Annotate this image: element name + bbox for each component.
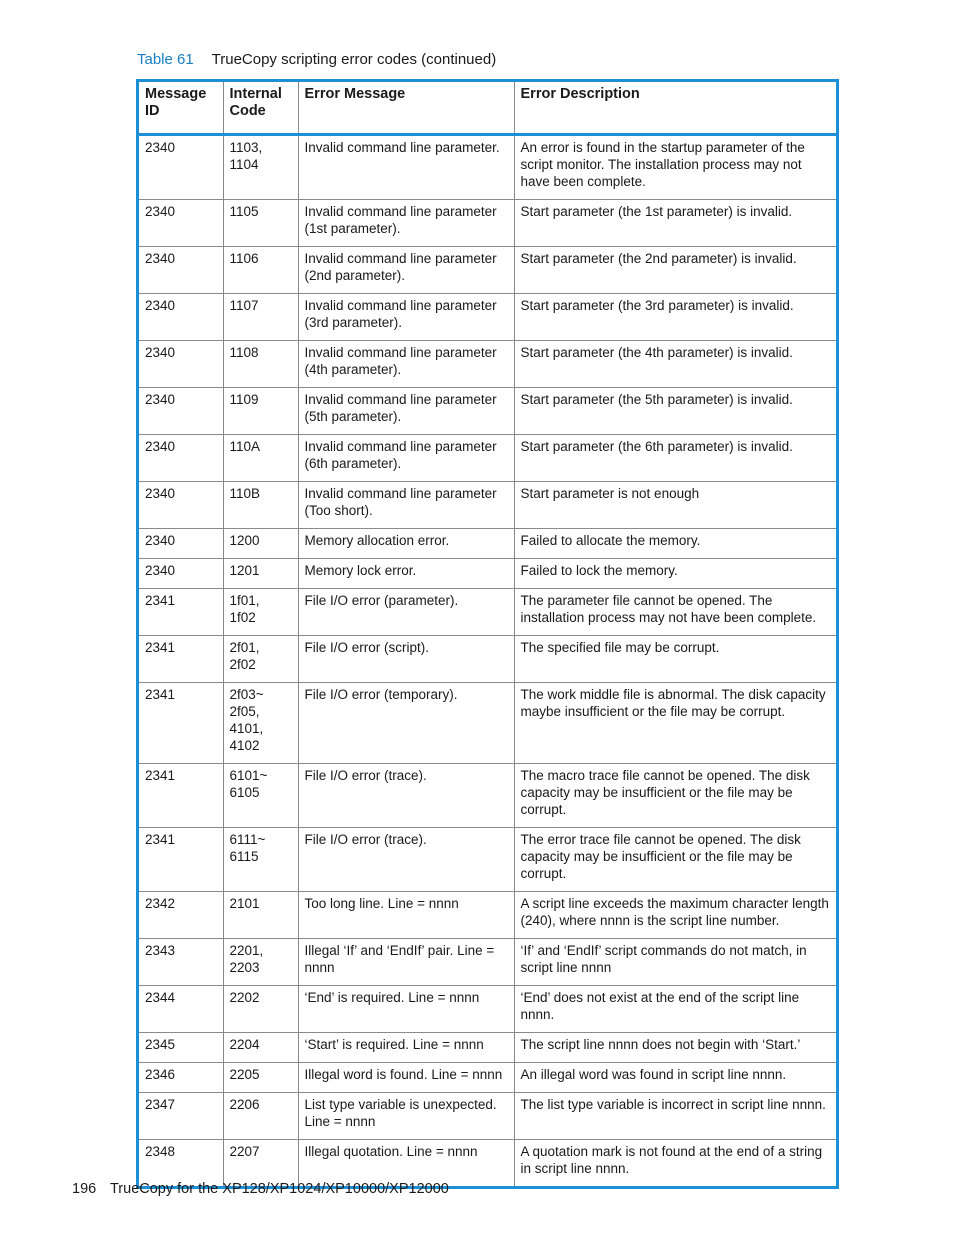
cell-error-message: Invalid command line parameter. <box>298 135 514 200</box>
cell-internal-code: 6111~ 6115 <box>223 828 298 892</box>
page-number: 196 <box>72 1181 97 1197</box>
cell-message-id: 2340 <box>139 529 223 559</box>
cell-message-id: 2340 <box>139 247 223 294</box>
cell-error-description: Start parameter (the 2nd parameter) is invalid. <box>514 247 836 294</box>
cell-internal-code: 1106 <box>223 247 298 294</box>
cell-error-message: ‘Start’ is required. Line = nnnn <box>298 1033 514 1063</box>
cell-error-description: ‘End’ does not exist at the end of the script line nnnn. <box>514 986 836 1033</box>
header-row <box>139 82 836 135</box>
cell-error-message: Invalid command line parameter (2nd parameter). <box>298 247 514 294</box>
table-caption <box>137 51 496 69</box>
cell-internal-code: 1200 <box>223 529 298 559</box>
cell-internal-code: 2205 <box>223 1063 298 1093</box>
cell-error-description: The parameter file cannot be opened. The installation process may not have been complete. <box>514 589 836 636</box>
cell-internal-code: 110B <box>223 482 298 529</box>
table-row <box>139 559 836 589</box>
header-error-message: Error Message <box>298 82 514 135</box>
cell-error-description: The macro trace file cannot be opened. The disk capacity may be insufficient or the file may be corrupt. <box>514 764 836 828</box>
cell-error-description: A script line exceeds the maximum character length (240), where nnnn is the script line number. <box>514 892 836 939</box>
cell-error-message: Too long line. Line = nnnn <box>298 892 514 939</box>
cell-error-message: Invalid command line parameter (Too short). <box>298 482 514 529</box>
cell-error-message: Illegal ‘If’ and ‘EndIf’ pair. Line = nnnn <box>298 939 514 986</box>
cell-error-description: Start parameter is not enough <box>514 482 836 529</box>
cell-internal-code: 2f03~ 2f05, 4101, 4102 <box>223 683 298 764</box>
table-row <box>139 200 836 247</box>
cell-internal-code: 2202 <box>223 986 298 1033</box>
cell-error-message: Illegal quotation. Line = nnnn <box>298 1140 514 1187</box>
header-error-description: Error Description <box>514 82 836 135</box>
table-number: Table 61 <box>137 51 194 68</box>
cell-internal-code: 1107 <box>223 294 298 341</box>
cell-internal-code: 1108 <box>223 341 298 388</box>
cell-message-id: 2344 <box>139 986 223 1033</box>
table-row <box>139 892 836 939</box>
table-row <box>139 1093 836 1140</box>
cell-message-id: 2341 <box>139 828 223 892</box>
table-body <box>139 135 836 1187</box>
table-row <box>139 341 836 388</box>
cell-error-description: Failed to lock the memory. <box>514 559 836 589</box>
cell-error-message: Illegal word is found. Line = nnnn <box>298 1063 514 1093</box>
cell-error-message: Memory allocation error. <box>298 529 514 559</box>
cell-message-id: 2340 <box>139 388 223 435</box>
cell-error-description: Start parameter (the 5th parameter) is invalid. <box>514 388 836 435</box>
cell-error-description: Start parameter (the 6th parameter) is invalid. <box>514 435 836 482</box>
header-internal-code: Internal Code <box>223 82 298 135</box>
cell-error-message: List type variable is unexpected. Line = nnnn <box>298 1093 514 1140</box>
table-row <box>139 764 836 828</box>
cell-error-message: Invalid command line parameter (6th parameter). <box>298 435 514 482</box>
cell-internal-code: 2201, 2203 <box>223 939 298 986</box>
table-row <box>139 1033 836 1063</box>
header-message-id: Message ID <box>139 82 223 135</box>
cell-error-description: An illegal word was found in script line nnnn. <box>514 1063 836 1093</box>
cell-internal-code: 2204 <box>223 1033 298 1063</box>
cell-message-id: 2342 <box>139 892 223 939</box>
cell-error-message: File I/O error (trace). <box>298 828 514 892</box>
cell-internal-code: 6101~ 6105 <box>223 764 298 828</box>
cell-error-description: ‘If’ and ‘EndIf’ script commands do not match, in script line nnnn <box>514 939 836 986</box>
cell-internal-code: 2206 <box>223 1093 298 1140</box>
cell-internal-code: 110A <box>223 435 298 482</box>
cell-error-description: Start parameter (the 3rd parameter) is invalid. <box>514 294 836 341</box>
cell-error-message: File I/O error (script). <box>298 636 514 683</box>
table-row <box>139 589 836 636</box>
cell-error-message: ‘End’ is required. Line = nnnn <box>298 986 514 1033</box>
table-row <box>139 247 836 294</box>
cell-message-id: 2341 <box>139 636 223 683</box>
cell-error-description: Start parameter (the 1st parameter) is invalid. <box>514 200 836 247</box>
cell-error-message: File I/O error (trace). <box>298 764 514 828</box>
cell-error-description: The list type variable is incorrect in script line nnnn. <box>514 1093 836 1140</box>
cell-message-id: 2340 <box>139 341 223 388</box>
error-codes-table <box>136 79 839 1189</box>
table-row <box>139 939 836 986</box>
cell-internal-code: 1109 <box>223 388 298 435</box>
cell-message-id: 2341 <box>139 683 223 764</box>
cell-error-description: Start parameter (the 4th parameter) is invalid. <box>514 341 836 388</box>
table-row <box>139 294 836 341</box>
cell-internal-code: 1105 <box>223 200 298 247</box>
cell-internal-code: 1f01, 1f02 <box>223 589 298 636</box>
table-row <box>139 482 836 529</box>
cell-error-description: The work middle file is abnormal. The disk capacity maybe insufficient or the file may be corrupt. <box>514 683 836 764</box>
table-row <box>139 828 836 892</box>
table-row <box>139 135 836 200</box>
cell-message-id: 2340 <box>139 435 223 482</box>
cell-message-id: 2343 <box>139 939 223 986</box>
cell-error-message: Invalid command line parameter (3rd parameter). <box>298 294 514 341</box>
cell-internal-code: 2207 <box>223 1140 298 1187</box>
cell-error-description: An error is found in the startup parameter of the script monitor. The installation process may not have been complete. <box>514 135 836 200</box>
cell-message-id: 2340 <box>139 200 223 247</box>
cell-internal-code: 2f01, 2f02 <box>223 636 298 683</box>
table-row <box>139 1063 836 1093</box>
cell-message-id: 2347 <box>139 1093 223 1140</box>
cell-message-id: 2340 <box>139 559 223 589</box>
cell-message-id: 2346 <box>139 1063 223 1093</box>
cell-error-message: Memory lock error. <box>298 559 514 589</box>
page-footer <box>72 1180 449 1198</box>
table-row <box>139 435 836 482</box>
table-row <box>139 636 836 683</box>
cell-error-message: File I/O error (parameter). <box>298 589 514 636</box>
cell-message-id: 2348 <box>139 1140 223 1187</box>
cell-error-message: Invalid command line parameter (4th parameter). <box>298 341 514 388</box>
table-row <box>139 529 836 559</box>
cell-message-id: 2341 <box>139 589 223 636</box>
cell-error-description: The script line nnnn does not begin with ‘Start.’ <box>514 1033 836 1063</box>
cell-error-message: File I/O error (temporary). <box>298 683 514 764</box>
cell-error-message: Invalid command line parameter (5th parameter). <box>298 388 514 435</box>
cell-message-id: 2340 <box>139 294 223 341</box>
footer-text: TrueCopy for the XP128/XP1024/XP10000/XP12000 <box>109 1181 449 1197</box>
table-row <box>139 683 836 764</box>
cell-internal-code: 1103, 1104 <box>223 135 298 200</box>
cell-internal-code: 1201 <box>223 559 298 589</box>
cell-error-description: A quotation mark is not found at the end of a string in script line nnnn. <box>514 1140 836 1187</box>
cell-error-description: The error trace file cannot be opened. The disk capacity may be insufficient or the file may be corrupt. <box>514 828 836 892</box>
cell-message-id: 2341 <box>139 764 223 828</box>
cell-message-id: 2340 <box>139 482 223 529</box>
table-row <box>139 388 836 435</box>
table-title: TrueCopy scripting error codes (continued) <box>211 51 497 68</box>
cell-error-description: The specified file may be corrupt. <box>514 636 836 683</box>
table-row <box>139 986 836 1033</box>
cell-error-message: Invalid command line parameter (1st parameter). <box>298 200 514 247</box>
cell-error-description: Failed to allocate the memory. <box>514 529 836 559</box>
cell-internal-code: 2101 <box>223 892 298 939</box>
cell-message-id: 2340 <box>139 135 223 200</box>
cell-message-id: 2345 <box>139 1033 223 1063</box>
